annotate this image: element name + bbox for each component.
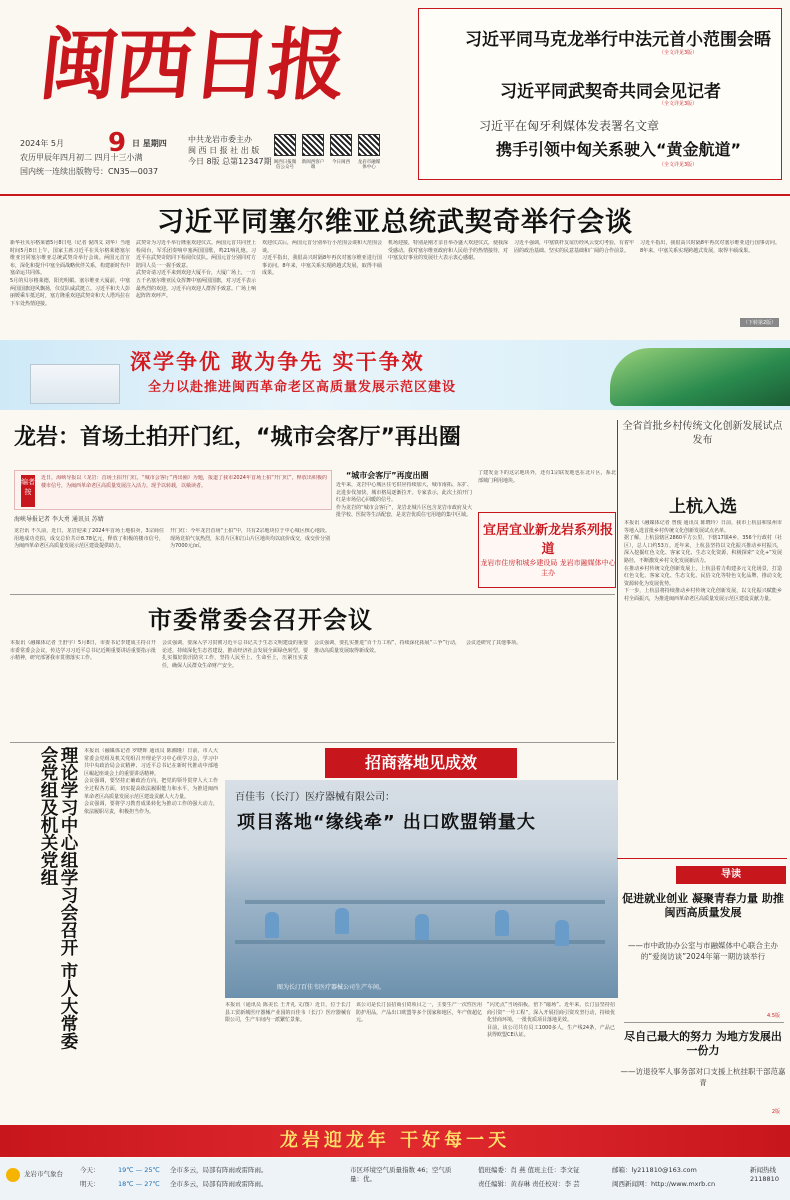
banner-slogan: 深学争优 敢为争先 实干争效 bbox=[130, 350, 425, 374]
weather-sun-icon bbox=[6, 1168, 20, 1182]
worker-figure bbox=[555, 920, 569, 946]
paragraph: 本报讯（融媒体记者 罗晓晖 通讯员 陈湘瑾）日前，市人大常委会党组及机关党组召开理论学习中心组学习会，学习中共中央政治局会议精神、习近平总书记在新时代推动中部地区崛起座谈会上的重要讲话精神。 bbox=[84, 748, 218, 777]
guide-item-title[interactable]: 促进就业创业 凝聚青春力量 助推闽西高质量发展 bbox=[622, 892, 784, 919]
worker-figure bbox=[415, 914, 429, 940]
series-title: 宜居宜业新龙岩系列报道 bbox=[482, 523, 613, 557]
investment-column: 该公司是长汀县招商引资项目之一，主要生产一次性医用防护用品，产品出口欧盟等多个国家和地区，年产值超亿元。 bbox=[356, 1002, 482, 1024]
building-illustration bbox=[30, 364, 120, 404]
divider bbox=[10, 594, 615, 595]
story-column: 开门红：今年龙岩首场“土拍”中，共有2宗地块位于中心城区核心地段。现场竞拍气氛热烈，东肖片区和江山片区地块均以底价成交，成交价分别为7000元/㎡。 bbox=[170, 528, 330, 550]
paragraph: 据了解，上杭县辖区2860平方公里，下辖17镇4乡，356个行政村（社区），总人口约53万。近年来，上杭县坚持以文化振兴推动乡村振兴，深入挖掘红色文化、客家文化、生态文化资源，积极探索“文化+”发展路径，不断激发乡村文化发展新活力。 bbox=[624, 535, 782, 564]
byline: 海峡导报记者 李大勇 通讯员 苏婧 bbox=[14, 516, 104, 523]
contact-email[interactable]: 邮箱：ly211810@163.com bbox=[612, 1166, 697, 1174]
paragraph: 会议强调，要将学习教育成果转化为推动工作的强大动力，依法履职尽责，积极担当作为。 bbox=[84, 801, 218, 815]
vertical-headline[interactable]: 理论学习中心组学习会召开 市人大常委会党组及机关党组 bbox=[38, 746, 78, 1050]
day-number: 9 bbox=[108, 128, 127, 158]
weather-day: 明天： bbox=[80, 1180, 100, 1188]
series-sponsor: 龙岩市住房和城乡建设局 龙岩市融媒体中心 主办 bbox=[480, 559, 616, 577]
meeting-headline[interactable]: 市委常委会召开会议 bbox=[148, 606, 373, 634]
editor-note-box bbox=[14, 470, 332, 510]
headline-link[interactable]: 携手引领中匈关系驶入“黄金航道” bbox=[495, 140, 741, 159]
train-illustration bbox=[610, 348, 790, 406]
news-hotline: 新闻热线 2118810 bbox=[750, 1166, 779, 1183]
headline-link[interactable]: 习近平同马克龙举行中法元首小范围会晤 bbox=[465, 30, 771, 50]
footer-bar bbox=[0, 1158, 790, 1200]
investment-column: 本报讯（通讯员 陈美长 王开礼 文/图）近日，位于长汀县工贸新城医疗器械产业园的百佳韦（长汀）医疗器械有限公司，生产车间内一派繁忙景象。 bbox=[225, 1002, 351, 1024]
website-link[interactable]: 闽西新闻网：http://www.mxrb.cn bbox=[612, 1180, 716, 1188]
worker-figure bbox=[265, 912, 279, 938]
section-bar: 招商落地见成效 bbox=[325, 748, 517, 778]
paragraph: 5月的贝尔格莱德，阳光明媚。塞尔维亚大厦前，中塞两国国旗迎风飘扬，仪仗队威武挺立。习近平和夫人彭丽媛乘车抵达时，塞方隆重欢迎武契奇和夫人塔玛拉在下车处热情迎接。 bbox=[10, 277, 130, 307]
theory-column bbox=[84, 748, 218, 1108]
editor-tag: 编者按 bbox=[21, 475, 35, 507]
publisher-line: 中共龙岩市委主办 bbox=[188, 135, 252, 144]
divider bbox=[10, 742, 615, 743]
series-box[interactable] bbox=[478, 512, 616, 588]
paragraph: 新华社贝尔格莱德5月8日电（记者 倪四义 刘华）当地时间5月8日上午，国家主席习近平在贝尔格莱德塞尔维亚宫同塞尔维亚总统武契奇举行会谈。两国元首宣布，深化和提升中塞全面战略伙伴关系，构建新时代中塞命运共同体。 bbox=[10, 240, 130, 277]
lead-headline[interactable]: 习近平同塞尔维亚总统武契奇举行会谈 bbox=[157, 207, 633, 238]
guide-item-sub: ——市中政协办公室与市融媒体中心联合主办的“爱岗访谈”2024年第一期访谈举行 bbox=[628, 941, 778, 961]
worker-figure bbox=[335, 908, 349, 934]
paragraph: 欢迎仪式后，两国元首分别举行小范围会谈和大范围会谈。 bbox=[262, 240, 382, 254]
lead-column bbox=[514, 240, 634, 334]
factory-photo[interactable] bbox=[225, 780, 618, 998]
qr-label: 今日闽西 bbox=[332, 160, 350, 165]
banner-subslogan: 全力以赴推进闽西革命老区高质量发展示范区建设 bbox=[148, 380, 457, 395]
divider bbox=[0, 194, 790, 196]
guide-bar: 导读 bbox=[676, 866, 786, 884]
photo-company: 百佳韦（长汀）医疗器械有限公司： bbox=[235, 792, 395, 803]
guide-item-title[interactable]: 尽自己最大的努力 为地方发展出一份力 bbox=[624, 1030, 782, 1057]
guide-item-more[interactable]: 4.5版 bbox=[767, 1013, 780, 1019]
subhead: “城市会客厅”再度出圈 bbox=[346, 471, 429, 480]
side-headline[interactable]: 上杭入选 bbox=[669, 497, 737, 517]
paragraph: 机场迎接，特别是刚才亲自举办盛大欢迎仪式，使我深受感动。我对塞尔维亚政府和人民给予的热情接待，对中塞友好事业的发展壮大表示衷心感谢。 bbox=[388, 240, 508, 262]
paragraph: 武契奇请习近平来到欢迎大厦平台，大厦广场上，一万五千名塞尔维亚民众挥舞中塞两国国旗，对习近平表示最热烈的欢迎。习近平向欢迎人群挥手致意。广场上响起阵阵欢呼声。 bbox=[136, 270, 256, 300]
divider bbox=[624, 1022, 784, 1023]
headline-link[interactable]: 习近平同武契奇共同会见记者 bbox=[500, 82, 721, 102]
masthead bbox=[0, 0, 420, 195]
qr-code-icon[interactable] bbox=[330, 134, 352, 156]
paragraph: 目前，该公司共有员工1000多人，生产线24条，产品已获得欧盟CE认证。 bbox=[487, 1024, 615, 1039]
weather-desc: 全市多云，局部有阵雨或雷阵雨。 bbox=[170, 1166, 268, 1174]
year-month: 2024年 5月 bbox=[20, 139, 64, 148]
guide-item-more[interactable]: 2版 bbox=[771, 1109, 780, 1115]
editor-note: 近日，海峡导报以《龙岩：首场土拍开门红，“城市会客厅”再出圈》为题，报道了我市2024年首场土拍“开门红”，释放出积极的楼市信号，为闽西革命老区高质量发展注入活力。现予以转载，以飨读者。 bbox=[41, 475, 327, 489]
qr-code-icon[interactable] bbox=[302, 134, 324, 156]
lunar-date: 农历甲辰年四月初二 四月十三小满 bbox=[20, 153, 143, 162]
divider bbox=[617, 858, 787, 859]
newspaper-logo: 闽西日报 bbox=[35, 20, 349, 111]
see-more-link[interactable]: （全文详见3版） bbox=[659, 162, 698, 168]
paragraph: 会议强调，要坚持正确政治方向，把党的领导贯穿人大工作全过程各方面，切实提高依法履职能力和水平，为推进闽西革命老区高质量发展示范区建设贡献人大力量。 bbox=[84, 778, 218, 800]
publisher-line: 闽 西 日 报 社 出 版 bbox=[188, 146, 260, 155]
top-headlines-box bbox=[418, 8, 782, 180]
meeting-column: 会议强调，要深入学习贯彻习近平总书记关于生态文明建设的重要论述，持续深化生态省建设，推动经济社会发展全面绿色转型。要扎实做好防汛防灾工作，坚持人民至上、生命至上，压紧压实责任，确保人民群众生命财产安全。 bbox=[162, 640, 308, 669]
lead-column bbox=[388, 240, 508, 334]
lead-column bbox=[640, 240, 780, 320]
meeting-column: 会议强调，要扎实推进“百千万工程”，持续深化拓展“三争”行动，推动高质量发展取得新成效。 bbox=[314, 640, 460, 654]
story-column: 龙岩讯 不久前，近日，龙岩迎来了2024年首场土地拍卖，3宗商住用地成功竞拍，成交总价共计8.78亿元，释放了积极的楼市信号，为闽西革命老区高质量发展示范区建设提供助力。 bbox=[14, 528, 164, 550]
slogan-banner bbox=[0, 340, 790, 410]
weather-day: 今天： bbox=[80, 1166, 100, 1174]
qr-label: 新闽西客户端 bbox=[301, 160, 325, 170]
paragraph: 习近平指出，我很高兴时隔8年再次对塞尔维亚进行国事访问。8年来，中塞关系实现跨越式发展，取得丰硕成果。 bbox=[640, 240, 780, 254]
worker-figure bbox=[495, 910, 509, 936]
paragraph: 下一步，上杭县将持续推动乡村传统文化创新发展，以文化振兴赋能乡村全面振兴，为推进闽西革命老区高质量发展示范区建设贡献力量。 bbox=[624, 588, 782, 602]
paragraph: 近年来，龙岩中心城区住宅供应持续加大，城市南拓、东扩、北进步伐加快，城市格局逐渐拉开。专家表示，此次土拍开门红是市场信心回暖的信号。 bbox=[336, 482, 472, 504]
photo-headline[interactable]: 项目落地“缘线牵” 出口欧盟销量大 bbox=[237, 812, 536, 833]
photo-caption: 图为长汀百佳韦医疗器械公司生产车间。 bbox=[277, 984, 386, 991]
workbench bbox=[235, 940, 605, 944]
qr-label: 闽西日报微信公众号 bbox=[273, 160, 297, 170]
lead-column bbox=[262, 240, 382, 334]
paragraph: 习近平指出，我很高兴时隔8年再次对塞尔维亚进行国事访问。8年来，中塞关系实现跨越式发展，取得丰硕成果。 bbox=[262, 255, 382, 277]
footer-slogan: 龙岩迎龙年 干好每一天 bbox=[0, 1125, 790, 1157]
side-column bbox=[624, 520, 782, 850]
paragraph: “闪光点”当场拍板，倍下“磁场”。近年来，长汀县坚持招商引资“一号工程”，深入开展招商引资攻坚行动，持续优化营商环境，一批优质项目落地见效。 bbox=[487, 1002, 615, 1024]
lead-column bbox=[10, 240, 130, 334]
weather-temp: 19℃ — 25℃ bbox=[118, 1166, 160, 1174]
side-kicker: 全省首批乡村传统文化创新发展试点发布 bbox=[622, 421, 783, 446]
publisher-line: 今日 8版 总第12347期 bbox=[188, 157, 272, 166]
weather-desc: 全市多云，局部有阵雨或雷阵雨。 bbox=[170, 1180, 268, 1188]
guide-item-sub: ——访退役军人事务部对口支援上杭挂职干部范嘉青 bbox=[620, 1067, 786, 1087]
paragraph: 习近平强调，中塞铁杆友谊历经风云变幻考验，有着牢固的政治基础、坚实的民意基础和广阔的合作前景。 bbox=[514, 240, 634, 254]
duty-editors: 值班编委：肖 燕 值班主任：李文钲 bbox=[478, 1166, 580, 1174]
headline-kicker: 习近平在匈牙利媒体发表署名文章 bbox=[479, 119, 660, 133]
paragraph: 作为龙岩的“城市会客厅”，龙岩北城片区包含龙岩市政府及大批学校、医院等生活配套，是龙岩优质住宅用地的集中区域。 bbox=[336, 504, 472, 519]
cn-number: 国内统一连续出版物号：CN35—0037 bbox=[20, 167, 159, 176]
paragraph: 本报讯（融媒体记者 曾俊 通讯员 陈晓玲）日前，我市上杭县和泉州市等地入选首批乡村传统文化创新发展试点名单。 bbox=[624, 520, 782, 534]
air-quality: 市区环境空气质量指数 46；空气质量：优。 bbox=[350, 1166, 452, 1183]
story-column: 了建发金下的这宗地块外，还有1宗联发地也在北片区，系北部城门利用地块。 bbox=[478, 470, 616, 484]
lead-column bbox=[136, 240, 256, 334]
qr-code-icon[interactable] bbox=[358, 134, 380, 156]
weather-temp: 18℃ — 27℃ bbox=[118, 1180, 160, 1188]
story-column bbox=[336, 482, 472, 588]
publisher bbox=[188, 134, 272, 167]
paragraph: 武契奇为习近平举行隆重欢迎仪式。两国元首共同登上检阅台，军乐团奏响中塞两国国歌，鸣21响礼炮。习近平在武契奇陪同下检阅仪仗队。两国元首分别同对方陪同人员一一握手致意。 bbox=[136, 240, 256, 269]
see-more-link[interactable]: （全文详见3版） bbox=[659, 50, 698, 56]
story-headline[interactable]: 龙岩：首场土拍开门红，“城市会客厅”再出圈 bbox=[14, 425, 461, 450]
investment-column bbox=[487, 1002, 615, 1118]
qr-label: 龙岩市融媒体中心 bbox=[357, 160, 381, 170]
duty-editors: 责任编辑：黄春琳 责任校对：李 芸 bbox=[478, 1180, 580, 1188]
meeting-column: 会议还研究了其他事项。 bbox=[466, 640, 522, 646]
see-more-link[interactable]: （全文详见3版） bbox=[659, 101, 698, 107]
weather-station: 龙岩市气象台 bbox=[24, 1170, 63, 1178]
qr-code-icon[interactable] bbox=[274, 134, 296, 156]
continued-tag[interactable]: （下转第2版） bbox=[740, 318, 779, 327]
meeting-column: 本报讯（融媒体记者 王舒宇）5月8日，市委书记李建成主持召开市委常委会会议，传达学习习近平总书记近期重要讲话重要指示批示精神，研究部署我市贯彻落实工作。 bbox=[10, 640, 156, 662]
paragraph: 在推动乡村传统文化创新发展上，上杭县着力构建多元文化场景，打造红色文化、客家文化、生态文化、民俗文化等特色文化品牌，推动文化资源转化为发展优势。 bbox=[624, 565, 782, 587]
weekday: 日 星期四 bbox=[132, 139, 167, 148]
workbench bbox=[245, 900, 605, 904]
